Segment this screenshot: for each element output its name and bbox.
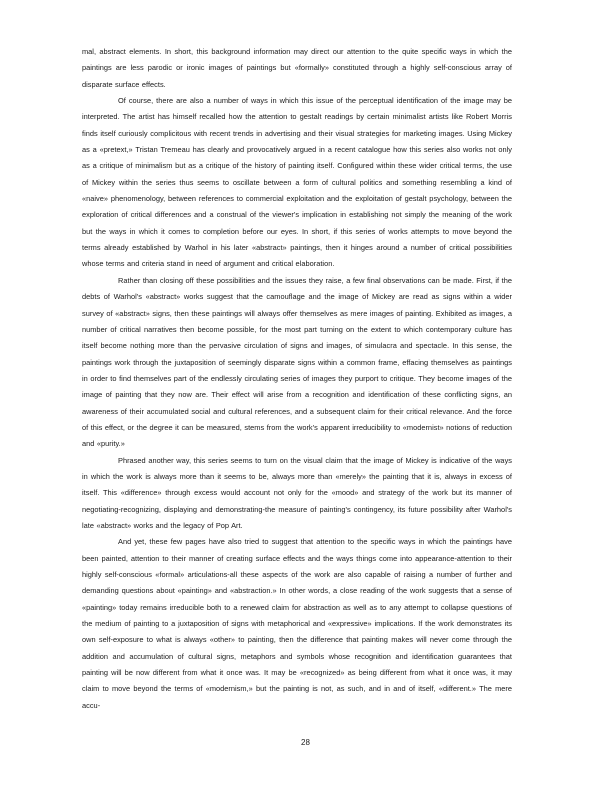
body-text	[82, 44, 512, 714]
paragraph-4: Phrased another way, this series seems to turn on the visual claim that the image of Mickey is indicative of the ways in which the work is always more than it seems to be, always more than «merely» the painting that it is, always in excess of itself. This «difference» through excess would account not only for the «mood» and strategy of the work but its manner of negotiating-recognizing, displaying and demonstrating-the measure of painting's contingency, its future possibility after Warhol's late «abstract» works and the legacy of Pop Art.	[82, 455, 512, 530]
paragraph-3: Rather than closing off these possibilities and the issues they raise, a few final observations can be made. First, if the debts of Warhol's «abstract» works suggest that the camouflage and the image of Mickey are read as signs within a wider survey of «abstract» signs, then these paintings will always offer themselves as mere images of painting. Exhibited as images, a number of critical narratives then become possible, for the most part turning on the extent to which contemporary culture has itself become nothing more than the pervasive circulation of signs and images, of simulacra and spectacle. In this sense, the paintings work through the juxtaposition of seemingly disparate signs within a common frame, effacing themselves as paintings in order to find themselves part of the endlessly circulating series of images they purport to critique. They become images of the image of painting that they now are. Their effect will arise from a recognition and identification of these conflicting signs, an awareness of their accumulated social and cultural references, and a subsequent claim for their critical relevance. And the force of this effect, or the degree it can be measured, stems from the work's apparent irreducibility to «modernist» notions of reduction and «purity.»	[82, 275, 512, 449]
paragraph-2: Of course, there are also a number of ways in which this issue of the perceptual identification of the image may be interpreted. The artist has himself recalled how the attention to gestalt readings by certain minimalist artists like Robert Morris finds itself curiously complicitous with recent trends in advertising and their visual strategies for marketing images. Using Mickey as a «pretext,» Tristan Tremeau has clearly and provocatively argued in a recent catalogue how this series also works not only as a critique of minimalism but as a critique of the history of painting itself. Configured within these wider critical terms, the use of Mickey within the series thus seems to oscillate between a form of cultural politics and something resembling a kind of «naive» phenomenology, between references to commercial exploitation and the exploitation of gestalt psychology, between the exploration of critical differences and a construal of the viewer's implication in establishing not simply the meaning of the work but the ways in which it comes to completion before our eyes. In short, if this series of works attempts to move beyond the terms already established by Warhol in his later «abstract» paintings, then it hinges around a number of critical possibilities whose terms and criteria stand in need of argument and critical elaboration.	[82, 96, 512, 269]
paragraph-1: mal, abstract elements. In short, this background information may direct our attention to the quite specific ways in which the paintings are less parodic or ironic images of paintings but «formally» constituted through a highly self-conscious array of disparate surface effects.	[82, 47, 512, 89]
page-number: 28	[301, 738, 310, 747]
paragraph-5: And yet, these few pages have also tried to suggest that attention to the specific ways in which the paintings have been painted, attention to their manner of creating surface effects and the ways things come into appearance-attention to their highly self-conscious «formal» articulations-all these aspects of the work are also capable of raising a number of further and demanding questions about «painting» and «abstraction.» In other words, a close reading of the work suggests that a sense of «painting» today remains irreducible both to a renewed claim for abstraction as well as to any attempt to collapse questions of the medium of painting to a juxtaposition of signs with metaphorical and «expressive» implications. If the work demonstrates its own self-exposure to what is always «other» to painting, then the difference that painting makes will never come through the addition and accumulation of cultural signs, metaphors and symbols whose recognition and identification guarantees that painting will be now different from what it once was. It may be «recognized» as being different from what it once was, it may claim to move beyond the terms of «modernism,» but the painting is not, as such, and in and of itself, «different.» The mere accu-	[82, 537, 512, 710]
